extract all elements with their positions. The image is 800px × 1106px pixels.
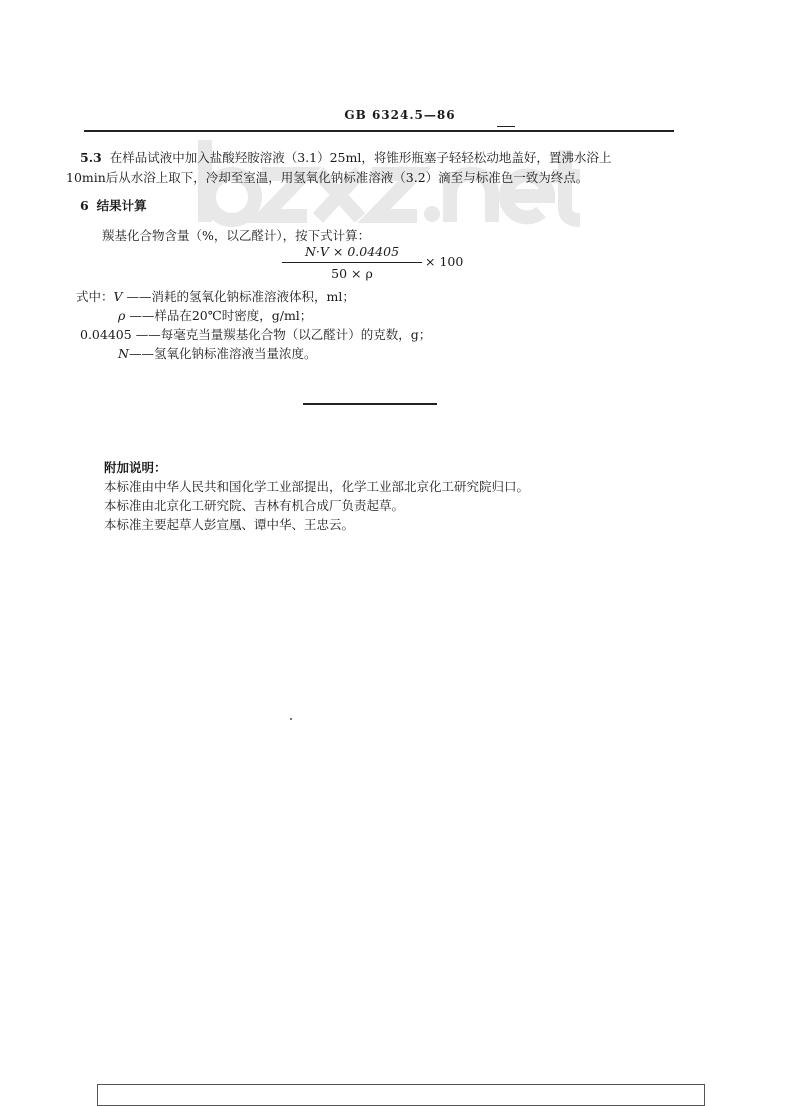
symbol: 0.04405 (80, 327, 132, 342)
definition-constant (80, 325, 431, 343)
header-mark (497, 126, 515, 127)
header-rule (84, 130, 674, 132)
section-number: 6 (80, 198, 89, 213)
bottom-frame (97, 1084, 705, 1106)
definition-n (118, 344, 316, 362)
symbol: ρ (118, 308, 126, 323)
definition-text: ——每毫克当量羰基化合物（以乙醛计）的克数，g； (135, 327, 432, 342)
symbol: V (113, 289, 123, 304)
symbol: N (118, 346, 129, 361)
formula-multiplier: × 100 (425, 254, 464, 269)
definition-rho (118, 306, 312, 324)
formula-intro: 羰基化合物含量（%，以乙醛计），按下式计算： (102, 228, 371, 243)
formula-numerator: N·V × 0.04405 (304, 244, 400, 259)
end-rule (303, 403, 437, 405)
fraction-line (282, 262, 422, 263)
definition-v (76, 287, 355, 305)
formula-denominator: 50 × ρ (331, 266, 373, 281)
notes-title: 附加说明： (104, 460, 167, 475)
section-title: 结果计算 (96, 198, 147, 213)
definition-text: ——样品在20℃时密度，g/ml； (129, 308, 313, 323)
standard-header: GB 6324.5—86 (344, 108, 456, 122)
notes-line: 本标准由北京化工研究院、吉林有机合成厂负责起草。 (104, 498, 405, 513)
clause-5-3-line2: 10min后从水浴上取下，冷却至室温，用氢氧化钠标准溶液（3.2）滴至与标准色一致为终点。 (66, 170, 589, 185)
clause-text: 在样品试液中加入盐酸羟胺溶液（3.1）25ml，将锥形瓶塞子轻轻松动地盖好，置沸水浴上 (109, 150, 612, 165)
notes-line: 本标准由中华人民共和国化学工业部提出，化学工业部北京化工研究院归口。 (104, 479, 530, 494)
definition-text: ——消耗的氢氧化钠标准溶液体积，ml； (126, 289, 355, 304)
clause-5-3-line1 (80, 148, 611, 166)
where-label: 式中： (76, 289, 114, 304)
notes-line: 本标准主要起草人彭宣凰、谭中华、王忠云。 (104, 517, 355, 532)
definition-text: ——氢氧化钠标准溶液当量浓度。 (128, 346, 317, 361)
clause-number: 5.3 (80, 150, 102, 165)
section-6-heading (80, 196, 147, 214)
speck (290, 718, 292, 720)
